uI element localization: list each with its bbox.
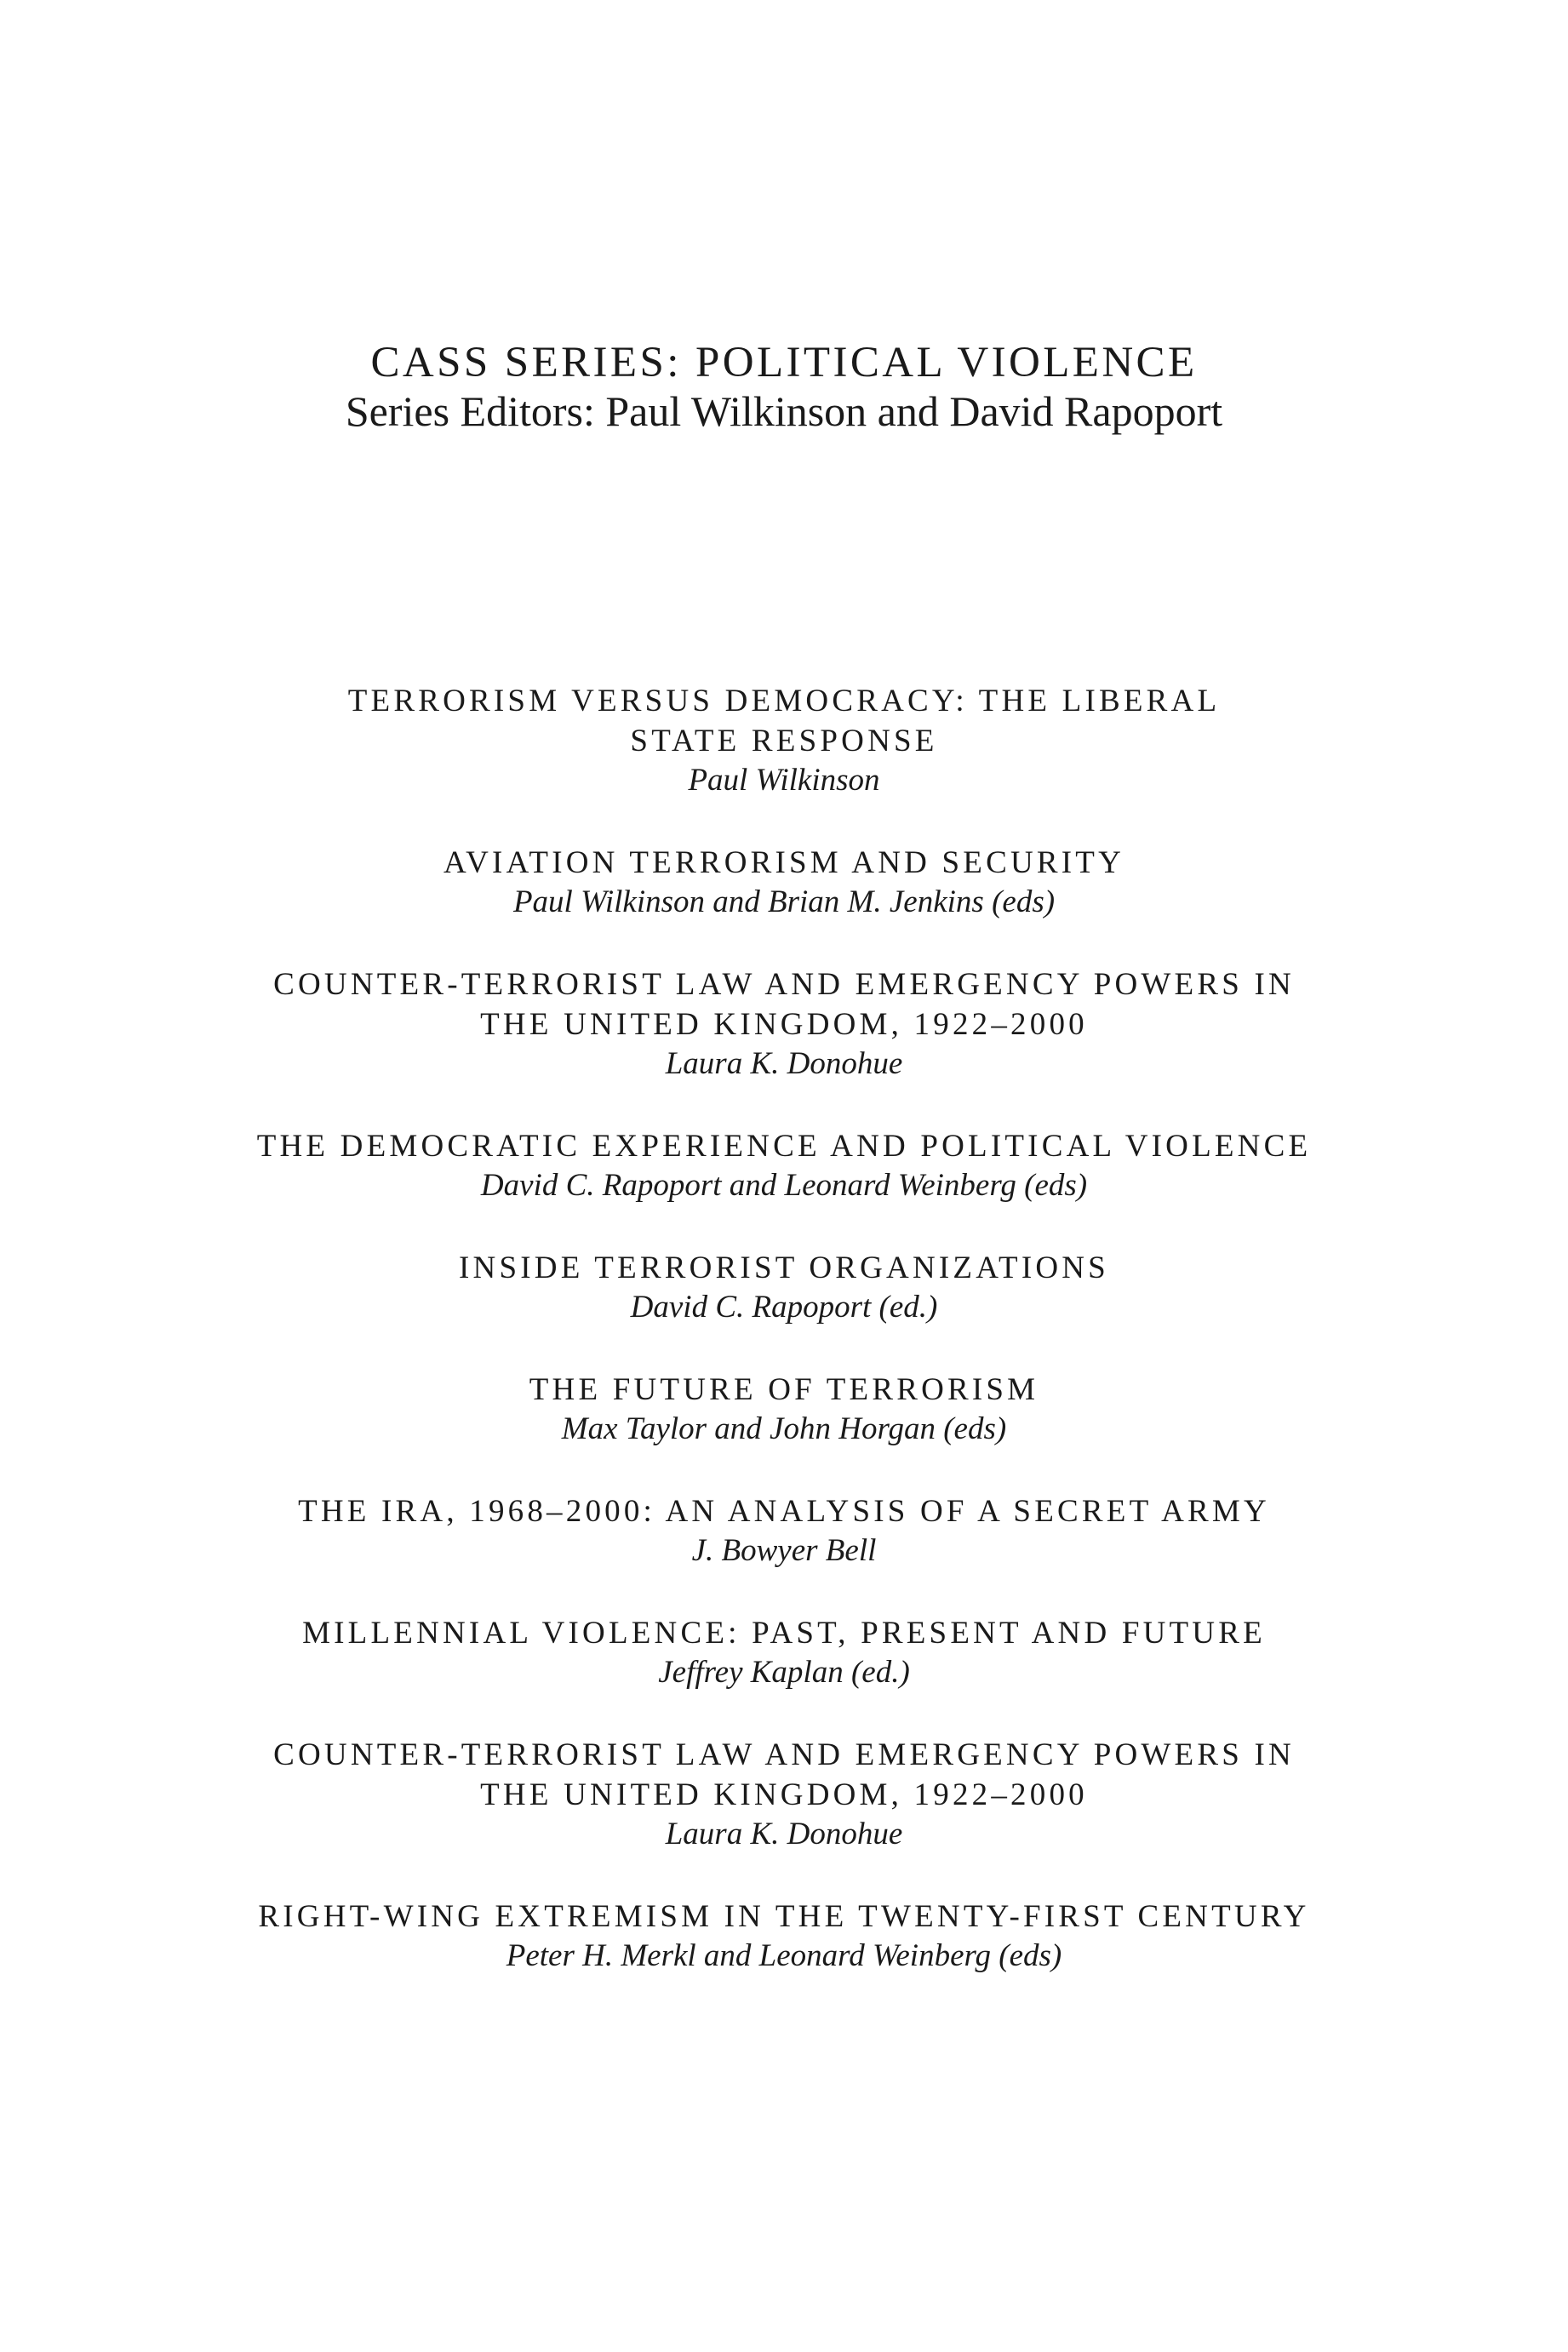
book-author: Paul Wilkinson xyxy=(688,763,880,798)
book-entry xyxy=(0,1370,1568,1449)
book-entry xyxy=(0,1126,1568,1205)
series-title: CASS SERIES: POLITICAL VIOLENCE xyxy=(370,339,1198,386)
book-author: Jeffrey Kaplan (ed.) xyxy=(658,1655,910,1690)
book-list xyxy=(0,681,1568,2018)
book-entry xyxy=(0,843,1568,922)
book-entry xyxy=(0,1613,1568,1692)
book-author: Max Taylor and John Horgan (eds) xyxy=(561,1411,1007,1446)
book-title: INSIDE TERRORIST ORGANIZATIONS xyxy=(459,1250,1109,1285)
book-author: Paul Wilkinson and Brian M. Jenkins (eds) xyxy=(512,884,1056,919)
series-editors: Series Editors: Paul Wilkinson and David Rapoport xyxy=(345,387,1223,435)
book-author: Laura K. Donohue xyxy=(665,1046,903,1081)
book-author: Peter H. Merkl and Leonard Weinberg (eds) xyxy=(506,1938,1062,1973)
book-title: THE IRA, 1968–2000: AN ANALYSIS OF A SECRET ARMY xyxy=(298,1494,1270,1529)
book-entry xyxy=(0,964,1568,1084)
book-title: TERRORISM VERSUS DEMOCRACY: THE LIBERAL STATE RESPONSE xyxy=(347,684,1221,758)
book-author: David C. Rapoport (ed.) xyxy=(630,1290,938,1325)
book-title: THE DEMOCRATIC EXPERIENCE AND POLITICAL VIOLENCE xyxy=(256,1129,1312,1164)
book-entry xyxy=(0,1248,1568,1327)
book-author: Laura K. Donohue xyxy=(665,1817,903,1851)
book-title: COUNTER-TERRORIST LAW AND EMERGENCY POWERS IN THE UNITED KINGDOM, 1922–2000 xyxy=(273,967,1295,1042)
book-entry xyxy=(0,1897,1568,1976)
book-author: David C. Rapoport and Leonard Weinberg (eds) xyxy=(480,1168,1088,1203)
series-header xyxy=(0,339,1568,436)
book-title: MILLENNIAL VIOLENCE: PAST, PRESENT AND FUTURE xyxy=(302,1616,1266,1651)
book-title: COUNTER-TERRORIST LAW AND EMERGENCY POWERS IN THE UNITED KINGDOM, 1922–2000 xyxy=(273,1737,1295,1812)
book-author: J. Bowyer Bell xyxy=(691,1533,877,1568)
book-entry xyxy=(0,1735,1568,1854)
book-entry xyxy=(0,681,1568,800)
book-title: THE FUTURE OF TERRORISM xyxy=(529,1372,1039,1407)
book-title: RIGHT-WING EXTREMISM IN THE TWENTY-FIRST CENTURY xyxy=(258,1899,1310,1934)
book-entry xyxy=(0,1491,1568,1571)
book-title: AVIATION TERRORISM AND SECURITY xyxy=(443,845,1125,880)
